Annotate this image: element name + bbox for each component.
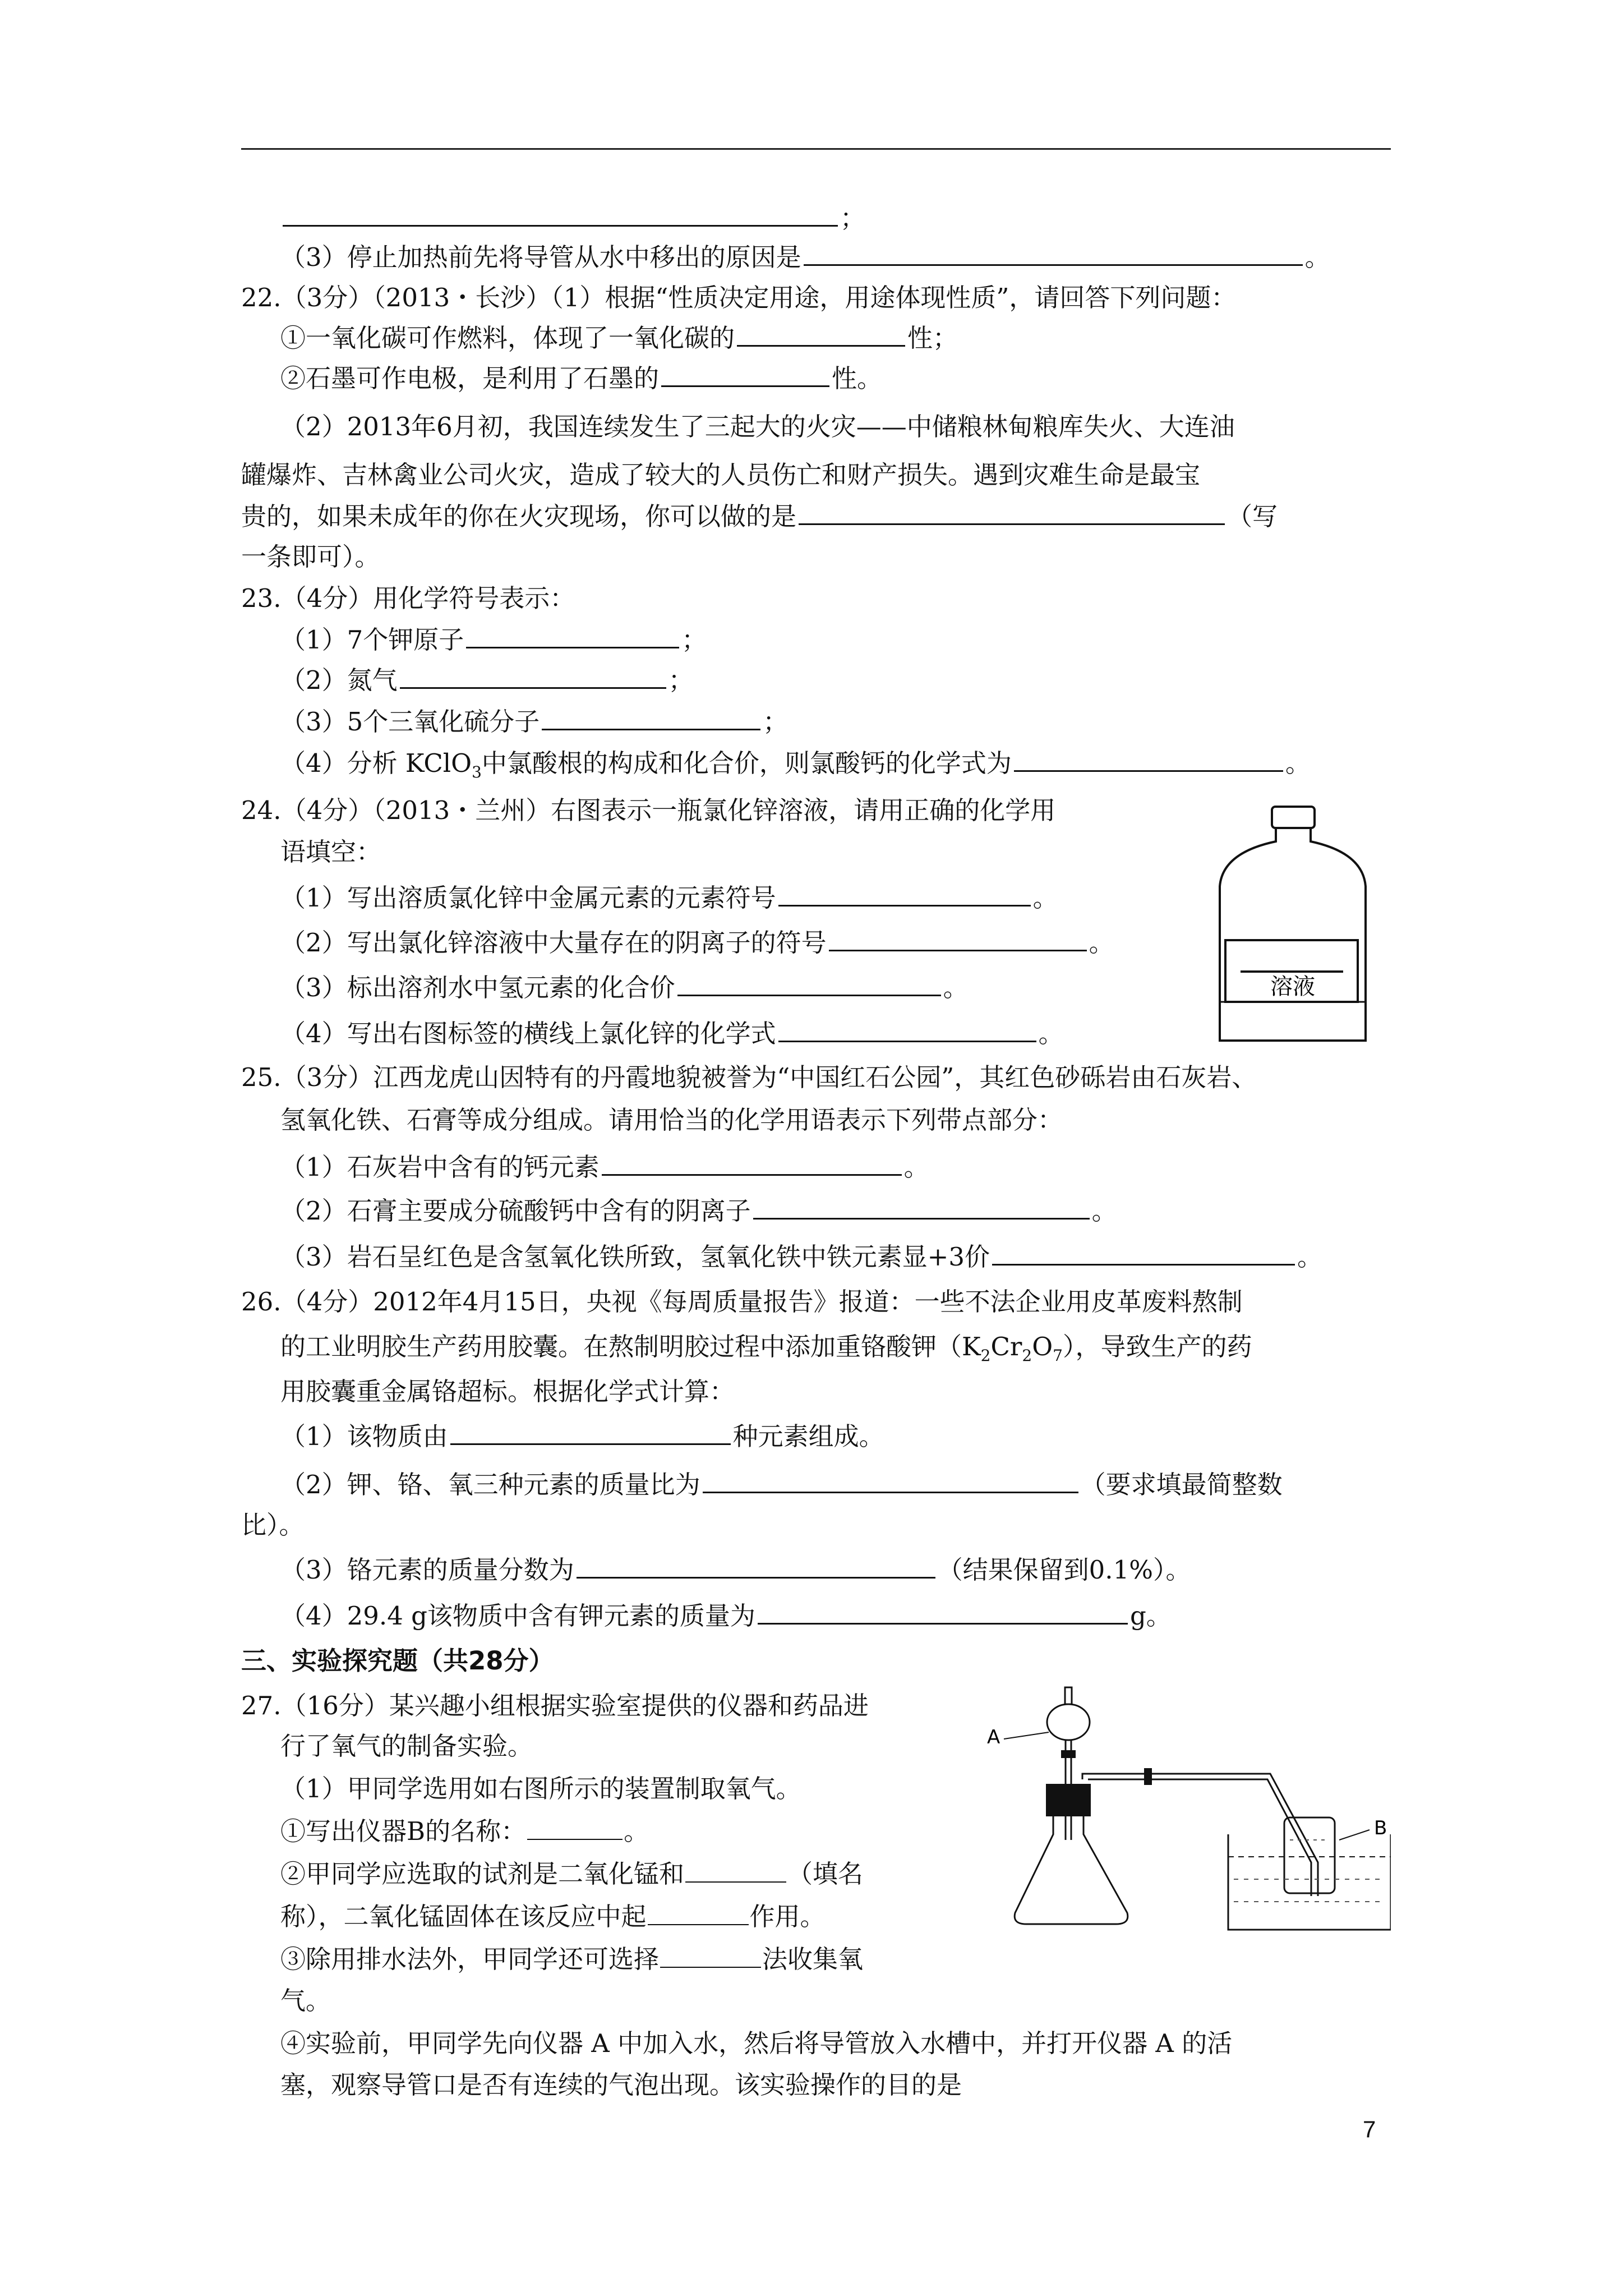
q22-item-2c: 贵的，如果未成年的你在火灾现场，你可以做的是 （写 [241, 501, 1278, 531]
bottle-label-text: 溶液 [1270, 974, 1315, 1000]
q27-item-1c: ③除用排水法外，甲同学还可选择 法收集氧 [280, 1944, 864, 1974]
q22-item-1b: ②石墨可作电极，是利用了石墨的 性。 [280, 364, 883, 393]
q27-item-1b: ②甲同学应选取的试剂是二氧化锰和 （填名 [280, 1859, 864, 1889]
q24-item-3: （3）标出溶剂水中氢元素的化合价 。 [280, 973, 969, 1002]
q25-heading-cont: 氢氧化铁、石膏等成分组成。请用恰当的化学用语表示下列带点部分： [280, 1105, 1063, 1135]
q27-item-1a: ①写出仪器B的名称： 。 [280, 1816, 649, 1846]
q27-item-1b-cont: 称），二氧化锰固体在该反应中起 作用。 [280, 1902, 826, 1931]
oxygen-apparatus-figure [987, 1677, 1391, 1941]
q27-heading: 27.（16分）某兴趣小组根据实验室提供的仪器和药品进 [241, 1691, 869, 1720]
q23-item-3: （3）5个三氧化硫分子 ； [280, 707, 789, 737]
q22-item-2b: 罐爆炸、吉林禽业公司火灾，造成了较大的人员伤亡和财产损失。遇到灾难生命是最宝 [241, 460, 1201, 490]
answer-line-continued: ； [280, 201, 865, 236]
label-b-pointer [1339, 1830, 1370, 1840]
q27-heading-cont: 行了氧气的制备实验。 [280, 1731, 533, 1761]
q25-heading: 25.（3分）江西龙虎山因特有的丹霞地貌被誉为“中国红石公园”，其红色砂砾岩由石灰岩、 [241, 1062, 1257, 1092]
q26-item-3: （3）铬元素的质量分数为 （结果保留到0.1%）。 [280, 1555, 1191, 1585]
funnel-stopcock [1061, 1750, 1076, 1758]
q24-heading: 24.（4分）（2013・兰州）右图表示一瓶氯化锌溶液，请用正确的化学用 [241, 795, 1056, 825]
q24-heading-cont: 语填空： [280, 837, 382, 867]
q27-item-1d-cont: 塞，观察导管口是否有连续的气泡出现。该实验操作的目的是 [280, 2070, 962, 2100]
q22-item-1a: ①一氧化碳可作燃料，体现了一氧化碳的 性； [280, 323, 958, 353]
delivery-tube [1082, 1774, 1318, 1896]
tube-clamp [1144, 1768, 1152, 1785]
label-a: A [987, 1726, 1000, 1749]
q22-item-2d: 一条即可）。 [241, 542, 380, 572]
bottle-body [1220, 828, 1366, 1041]
q24-item-4: （4）写出右图标签的横线上氯化锌的化学式 。 [280, 1019, 1064, 1048]
q22-heading: 22.（3分）（2013・长沙）（1）根据“性质决定用途，用途体现性质”，请回答下列问题： [241, 283, 1237, 312]
q23-item-2: （2）氮气 ； [280, 665, 694, 695]
funnel-top-stopper [1065, 1687, 1072, 1704]
section-3-heading: 三、实验探究题（共28分） [241, 1646, 554, 1676]
delivery-tube-inner [1088, 1779, 1311, 1896]
q23-item-1: （1）7个钾原子 ； [280, 625, 707, 655]
q23-heading: 23.（4分）用化学符号表示： [241, 583, 575, 613]
q26-heading-cont: 的工业明胶生产药用胶囊。在熬制明胶过程中添加重铬酸钾$(K_2Cr_2O_7)$，导致生产的药 [280, 1332, 1252, 1365]
q27-item-1: （1）甲同学选用如右图所示的装置制取氧气。 [280, 1774, 801, 1803]
q21-item-3: （3）停止加热前先将导管从水中移出的原因是 。 [280, 242, 1330, 272]
q24-item-1: （1）写出溶质氯化锌中金属元素的元素符号 。 [280, 883, 1058, 913]
q25-item-2: （2）石膏主要成分硫酸钙中含有的阴离子 。 [280, 1196, 1117, 1226]
q26-heading-cont2: 用胶囊重金属铬超标。根据化学式计算： [280, 1377, 735, 1406]
q27-item-1d: ④实验前，甲同学先向仪器 A 中加入水，然后将导管放入水槽中，并打开仪器 A 的活 [280, 2028, 1233, 2058]
bottle-cap [1272, 807, 1315, 828]
reagent-bottle-figure [1200, 802, 1385, 1049]
page-number: 7 [1363, 2116, 1376, 2142]
header-rule [241, 148, 1391, 150]
q27-item-1c-cont: 气。 [280, 1986, 331, 2016]
q25-item-1: （1）石灰岩中含有的钙元素 。 [280, 1152, 929, 1182]
q23-item-4: （4）分析 KClO$_3$中氯酸根的构成和化合价，则氯酸钙的化学式为 。 [280, 748, 1311, 781]
label-b: B [1374, 1817, 1387, 1839]
q22-item-2a: （2）2013年6月初，我国连续发生了三起大的火灾——中储粮林甸粮库失火、大连油 [280, 412, 1235, 441]
water-trough [1228, 1834, 1391, 1930]
q26-item-2: （2）钾、铬、氧三种元素的质量比为 （要求填最简整数 [280, 1470, 1283, 1499]
q26-item-4: （4）29.4 g该物质中含有钾元素的质量为 g。 [280, 1601, 1172, 1631]
label-a-pointer [1004, 1732, 1049, 1739]
funnel-bulb [1047, 1704, 1090, 1740]
q26-heading: 26.（4分）2012年4月15日，央视《每周质量报告》报道：一些不法企业用皮革废料熬制 [241, 1287, 1243, 1317]
q25-item-3: （3）岩石呈红色是含氢氧化铁所致，氢氧化铁中铁元素显+3价 。 [280, 1242, 1322, 1272]
flask-stopper [1046, 1784, 1091, 1816]
gas-collecting-bottle [1284, 1818, 1335, 1893]
q24-item-2: （2）写出氯化锌溶液中大量存在的阴离子的符号 。 [280, 928, 1114, 958]
q26-item-2-cont: 比）。 [241, 1510, 305, 1540]
q26-item-1: （1）该物质由 种元素组成。 [280, 1421, 884, 1451]
